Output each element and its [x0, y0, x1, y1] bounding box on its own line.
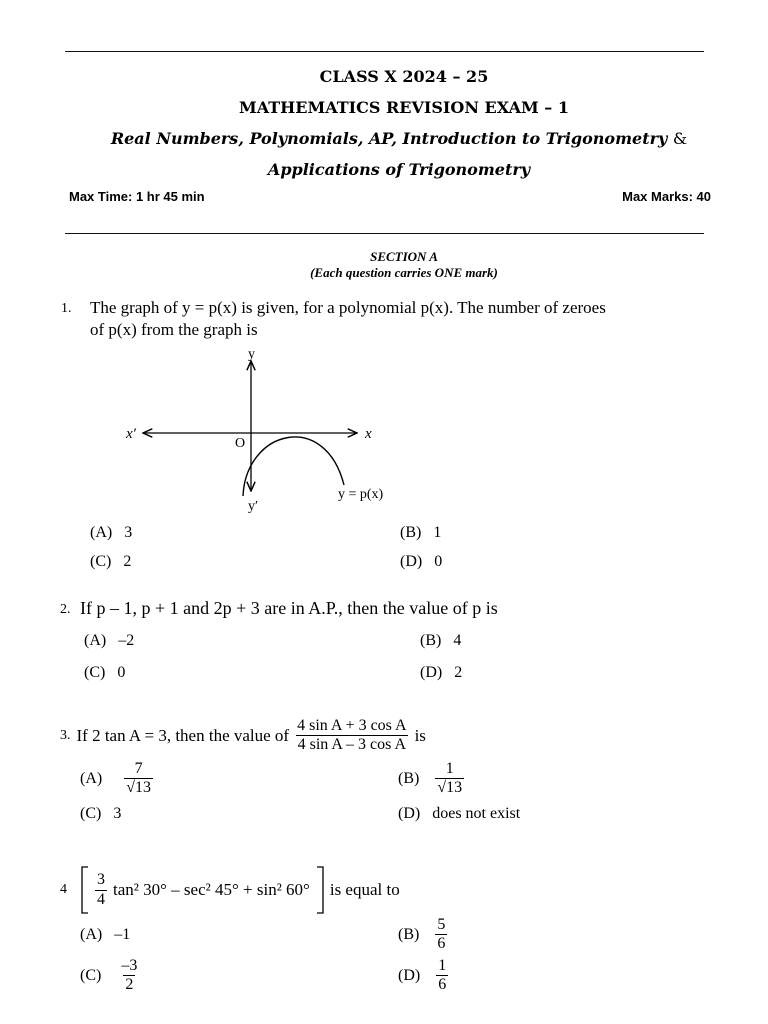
- class-title: CLASS X 2024 – 25: [319, 67, 489, 86]
- option-label: (C): [80, 966, 102, 984]
- option-fraction: [435, 760, 464, 798]
- fraction-numerator: 5: [437, 916, 446, 933]
- sqrt-radicand: 13: [135, 779, 151, 797]
- question-4-number: 4: [60, 882, 67, 897]
- question-1-option-d[interactable]: [400, 553, 442, 571]
- question-4-option-d[interactable]: [398, 957, 448, 995]
- option-label: (B): [400, 524, 422, 541]
- question-2-text: If p – 1, p + 1 and 2p + 3 are in A.P., then the value of p is: [80, 598, 498, 618]
- option-value: 1: [433, 524, 442, 541]
- header-bottom-rule: [65, 233, 704, 234]
- option-value: does not exist: [432, 805, 521, 822]
- question-3-option-d[interactable]: [398, 805, 520, 823]
- option-value: 4: [453, 632, 462, 649]
- question-2-option-d[interactable]: [420, 664, 462, 682]
- option-label: (A): [80, 926, 103, 943]
- fraction-denominator: 4: [97, 890, 105, 908]
- question-4-option-a[interactable]: [80, 926, 130, 944]
- option-value: 2: [454, 664, 463, 681]
- question-1-option-c[interactable]: [90, 553, 131, 571]
- question-3-number: 3.: [60, 727, 71, 743]
- section-title: SECTION A: [370, 249, 438, 264]
- fraction-denominator: √13: [126, 779, 151, 797]
- fraction-denominator: 6: [437, 935, 446, 953]
- question-1-graph: [120, 340, 420, 520]
- section-note: (Each question carries ONE mark): [310, 265, 498, 280]
- option-label: (B): [420, 632, 442, 649]
- origin-label: O: [235, 436, 246, 451]
- left-bracket: [81, 866, 89, 914]
- option-fraction: [124, 760, 153, 798]
- option-value: –1: [114, 926, 131, 943]
- option-value: 3: [113, 805, 122, 822]
- option-label: (C): [84, 664, 106, 681]
- max-marks: Max Marks: 40: [622, 189, 711, 204]
- option-label: (B): [398, 925, 420, 943]
- option-value: 0: [117, 664, 126, 681]
- question-4-option-c[interactable]: [80, 957, 139, 995]
- question-1-number: 1.: [61, 301, 72, 316]
- question-3-text-before: If 2 tan A = 3, then the value of: [76, 725, 290, 745]
- option-label: (D): [400, 553, 423, 570]
- fraction-numerator: 4 sin A + 3 cos A: [297, 717, 407, 734]
- max-time: Max Time: 1 hr 45 min: [69, 189, 205, 204]
- y-neg-label: y′: [248, 499, 259, 514]
- exam-title: MATHEMATICS REVISION EXAM – 1: [239, 98, 569, 117]
- option-value: –2: [118, 632, 135, 649]
- option-label: (B): [398, 769, 420, 787]
- fraction-denominator: 4 sin A – 3 cos A: [297, 736, 407, 754]
- question-3-option-c[interactable]: [80, 805, 121, 823]
- question-4-stem: [60, 866, 400, 914]
- question-1-text-line-1: The graph of y = p(x) is given, for a polynomial p(x). The number of zeroes: [90, 298, 606, 317]
- x-neg-label: x′: [126, 426, 136, 442]
- fraction-numerator: 1: [445, 760, 454, 777]
- topics-ampersand: &: [672, 129, 688, 148]
- question-1-option-a[interactable]: [90, 524, 132, 542]
- fraction-denominator: 2: [125, 976, 134, 994]
- option-label: (C): [90, 553, 112, 570]
- option-fraction: [436, 957, 448, 995]
- option-value: 3: [124, 524, 133, 541]
- option-fraction: [435, 916, 447, 954]
- topics-text: Real Numbers, Polynomials, AP, Introduction to Trigonometry: [110, 129, 668, 148]
- question-3-option-a[interactable]: [80, 760, 153, 798]
- question-2-option-b[interactable]: [420, 632, 461, 650]
- option-label: (A): [90, 524, 113, 541]
- question-3-fraction: [295, 717, 408, 755]
- option-label: (A): [84, 632, 107, 649]
- option-fraction: [119, 957, 139, 995]
- question-3-text-after: is: [414, 725, 426, 745]
- fraction-numerator: 7: [134, 760, 143, 777]
- question-1-option-b[interactable]: [400, 524, 441, 542]
- fraction-numerator: –3: [121, 957, 138, 974]
- polynomial-curve: [243, 437, 344, 496]
- question-1-text-line-2: of p(x) from the graph is: [90, 320, 258, 339]
- option-value: 2: [123, 553, 132, 570]
- topics-line-2: Applications of Trigonometry: [267, 160, 531, 179]
- curve-label: y = p(x): [338, 487, 384, 502]
- fraction-numerator: 1: [438, 957, 447, 974]
- question-3-option-b[interactable]: [398, 760, 464, 798]
- option-label: (A): [80, 769, 103, 787]
- option-label: (D): [420, 664, 443, 681]
- option-value: 0: [434, 553, 443, 570]
- question-2-option-a[interactable]: [84, 632, 134, 650]
- fraction-numerator: 3: [97, 871, 105, 889]
- fraction-denominator: 6: [438, 976, 447, 994]
- question-4-fraction: [95, 871, 107, 909]
- option-label: (D): [398, 805, 421, 822]
- topics-line-1: [0, 129, 768, 148]
- question-2-option-c[interactable]: [84, 664, 125, 682]
- question-4-text-after: is equal to: [329, 880, 400, 899]
- question-2-number: 2.: [60, 602, 71, 617]
- fraction-denominator: √13: [437, 779, 463, 797]
- top-rule: [65, 51, 704, 52]
- question-4-expression: tan² 30° – sec² 45° + sin² 60°: [113, 880, 310, 899]
- option-label: (D): [398, 966, 421, 984]
- question-4-option-b[interactable]: [398, 916, 447, 954]
- sqrt-radicand: 13: [446, 779, 463, 797]
- option-label: (C): [80, 805, 102, 822]
- y-axis-label: y: [248, 347, 255, 362]
- x-axis-label: x: [365, 426, 372, 442]
- question-3-stem: [60, 717, 426, 755]
- right-bracket: [316, 866, 324, 914]
